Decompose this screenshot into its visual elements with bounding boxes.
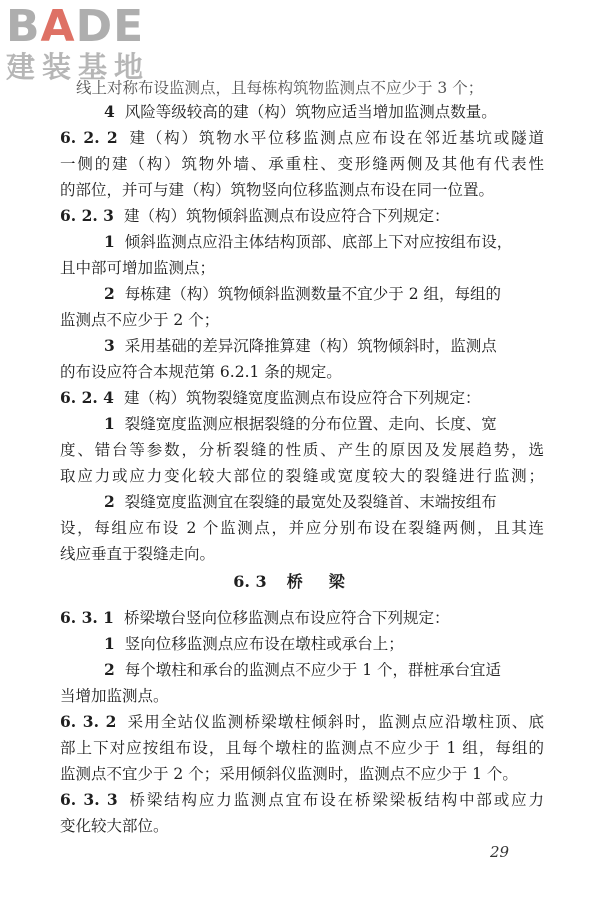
bade-logo xyxy=(6,1,176,94)
clause-6-3-3: 6. 3. 3 桥梁结构应力监测点宜布设在桥梁梁板结构中部或应力 xyxy=(60,790,544,809)
clause-6-2-3: 6. 2. 3 建（构）筑物倾斜监测点布设应符合下列规定： xyxy=(60,206,450,225)
list-item-2: 2 裂缝宽度监测宜在裂缝的最宽处及裂缝首、末端按组布 xyxy=(104,492,497,511)
text-line: 的部位，并可与建（构）筑物竖向位移监测点布设在同一位置。 xyxy=(60,181,495,199)
text-line: 监测点不宜少于 2 个；采用倾斜仪监测时，监测点不应少于 1 个。 xyxy=(60,765,518,783)
text-line: 的布设应符合本规范第 6.2.1 条的规定。 xyxy=(60,363,342,381)
section-title: 6. 3 桥梁 xyxy=(233,572,371,591)
clause-6-3-1: 6. 3. 1 桥梁墩台竖向位移监测点布设应符合下列规定： xyxy=(60,608,450,627)
page-number: 29 xyxy=(490,843,510,861)
text-line: 取应力或应力变化较大部位的裂缝或宽度较大的裂缝进行监测； xyxy=(60,467,544,485)
list-item-1: 1 裂缝宽度监测应根据裂缝的分布位置、走向、长度、宽 xyxy=(104,414,497,433)
text-line: 且中部可增加监测点； xyxy=(60,259,216,277)
list-item-2: 2 每个墩柱和承台的监测点不应少于 1 个，群桩承台宜适 xyxy=(104,660,502,679)
list-item-1: 1 竖向位移监测点应布设在墩柱或承台上； xyxy=(104,634,404,653)
clause-6-3-2: 6. 3. 2 采用全站仪监测桥梁墩柱倾斜时，监测点应沿墩柱顶、底 xyxy=(60,712,544,731)
logo-subtitle: 建装基地 xyxy=(6,50,151,84)
text-line: 设，每组应布设 2 个监测点，并应分别布设在裂缝两侧，且其连 xyxy=(60,519,544,537)
text-line: 监测点不应少于 2 个； xyxy=(60,311,220,329)
list-item-4: 4 风险等级较高的建（构）筑物应适当增加监测点数量。 xyxy=(104,102,497,121)
clause-6-2-2: 6. 2. 2 建（构）筑物水平位移监测点应布设在邻近基坑或隧道 xyxy=(60,128,544,147)
list-item-3: 3 采用基础的差异沉降推算建（构）筑物倾斜时，监测点 xyxy=(104,336,497,355)
text-line: 部上下对应按组布设，且每个墩柱的监测点不应少于 1 组，每组的 xyxy=(60,739,544,757)
list-item-1: 1 倾斜监测点应沿主体结构顶部、底部上下对应按组布设， xyxy=(104,232,513,251)
text-line: 当增加监测点。 xyxy=(60,687,169,705)
text-line: 一侧的建（构）筑物外墙、承重柱、变形缝两侧及其他有代表性 xyxy=(60,155,544,173)
text-line: 变化较大部位。 xyxy=(60,817,169,835)
list-item-2: 2 每栋建（构）筑物倾斜监测数量不宜少于 2 组，每组的 xyxy=(104,284,502,303)
logo-wordmark: BADE xyxy=(6,1,145,52)
text-line: 度、错台等参数，分析裂缝的性质、产生的原因及发展趋势，选 xyxy=(60,441,544,459)
text-line: 线应垂直于裂缝走向。 xyxy=(60,545,216,563)
text-line: 线上对称布设监测点，且每栋构筑物监测点不应少于 3 个； xyxy=(76,79,484,97)
clause-6-2-4: 6. 2. 4 建（构）筑物裂缝宽度监测点布设应符合下列规定： xyxy=(60,388,481,407)
